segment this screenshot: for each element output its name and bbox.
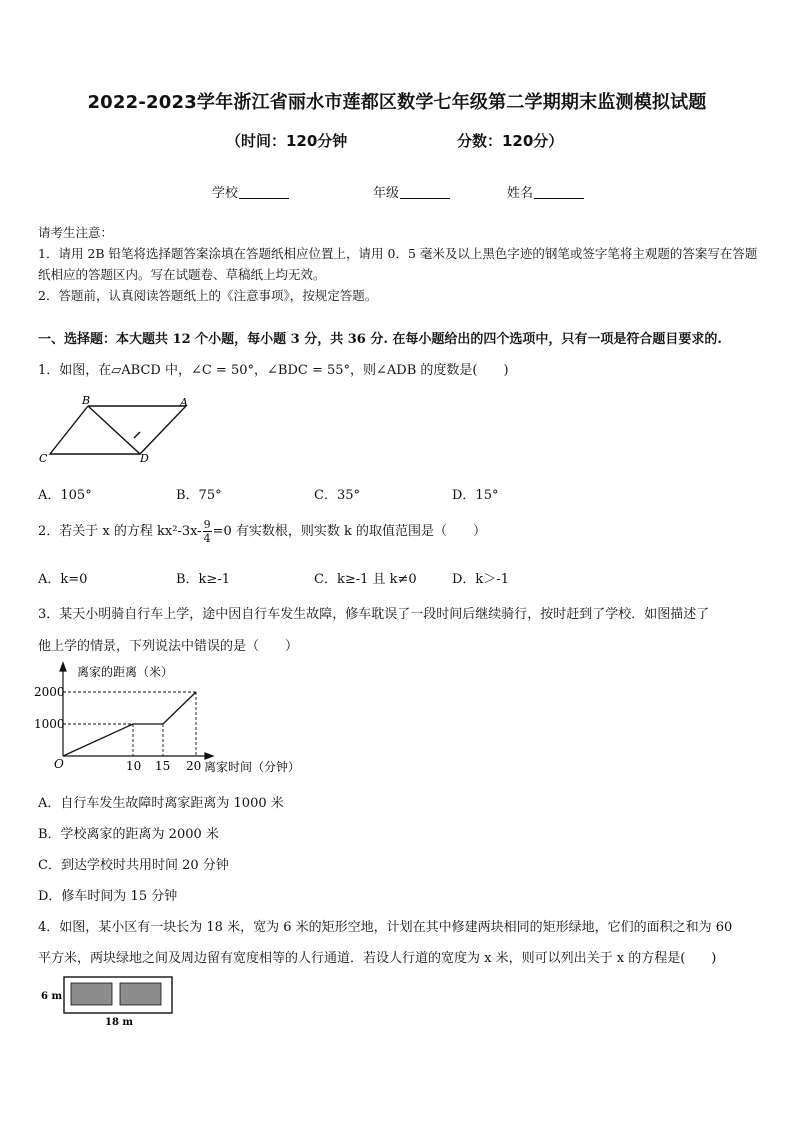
- q1-parallelogram-figure: [36, 394, 196, 466]
- q4-rectangle-figure: [38, 975, 178, 1029]
- y-axis-arrow: [60, 663, 66, 671]
- notice-item-2: 2．答题前，认真阅读答题纸上的《注意事项》，按规定答题。: [38, 288, 378, 303]
- grade-field: 年级: [373, 182, 450, 201]
- q2-stem: 2．若关于 x 的方程 kx²-3x- $\frac{9}{4}$ =0 有实数根，则实数 k 的取值范围是（ ）: [38, 518, 487, 545]
- q2-option-c[interactable]: C．k≥-1 且 k≠0: [314, 572, 417, 587]
- page-title: 2022-2023学年浙江省丽水市莲都区数学七年级第二学期期末监测模拟试题: [87, 92, 707, 113]
- ytick-1000: 1000: [34, 717, 65, 731]
- q3-option-c[interactable]: C．到达学校时共用时间 20 分钟: [38, 858, 229, 873]
- q1-option-d[interactable]: D．15°: [452, 488, 499, 503]
- q3-stem-line2: 他上学的情景，下列说法中错误的是（ ）: [38, 639, 299, 654]
- fraction-9-4: $\frac{9}{4}$: [203, 518, 211, 545]
- q4-stem-line2: 平方米，两块绿地之间及周边留有宽度相等的人行通道．若设人行道的宽度为 x 米，则可以列出关于 x 的方程是( ): [38, 951, 717, 966]
- label-a: A: [180, 396, 188, 409]
- x-axis-label: 离家时间（分钟）: [204, 760, 301, 774]
- q3-option-b[interactable]: B．学校离家的距离为 2000 米: [38, 827, 219, 842]
- q1-option-a[interactable]: A．105°: [38, 488, 92, 503]
- y-axis-label: 离家的距离（米）: [77, 665, 174, 679]
- origin-label: O: [54, 757, 64, 771]
- q1-stem: 1．如图，在▱ABCD 中，∠C = 50°，∠BDC = 55°，则∠ADB 的度数是( ): [38, 363, 509, 378]
- q3-option-a[interactable]: A．自行车发生故障时离家距离为 1000 米: [38, 796, 284, 811]
- q3-option-d[interactable]: D．修车时间为 15 分钟: [38, 889, 178, 904]
- q3-distance-time-graph: [34, 660, 324, 776]
- label-d: D: [140, 452, 149, 465]
- label-c: C: [39, 452, 48, 465]
- score-label: 分数：120分）: [457, 132, 564, 150]
- green-plot-right: [120, 983, 161, 1005]
- xtick-20: 20: [186, 759, 202, 773]
- notice-heading: 请考生注意：: [38, 225, 114, 240]
- school-blank[interactable]: [239, 186, 289, 199]
- width-label: 6 m: [41, 991, 63, 1002]
- xtick-15: 15: [155, 759, 171, 773]
- length-label: 18 m: [105, 1017, 133, 1028]
- q3-stem-line1: 3．某天小明骑自行车上学，途中因自行车发生故障，修车耽误了一段时间后继续骑行，按时赶到了学校．如图描述了: [38, 607, 710, 622]
- q1-option-b[interactable]: B．75°: [176, 488, 222, 503]
- parallelogram-edge: [50, 406, 186, 454]
- q1-option-c[interactable]: C．35°: [314, 488, 360, 503]
- notice-item-1: 1．请用 2B 铅笔将选择题答案涂填在答题纸相应位置上，请用 0．5 毫米及以上黑色字迹的钢笔或签字笔将主观题的答案写在答题纸相应的答题区内。写在试题卷、草稿纸上均无效。: [38, 246, 758, 282]
- ytick-2000: 2000: [34, 685, 65, 699]
- school-field: 学校: [212, 182, 289, 201]
- name-field: 姓名: [507, 182, 584, 201]
- time-label: （时间：120分钟: [226, 132, 348, 150]
- q2-option-a[interactable]: A．k=0: [38, 572, 88, 587]
- x-axis-arrow: [205, 753, 213, 759]
- name-blank[interactable]: [534, 186, 584, 199]
- xtick-10: 10: [126, 759, 142, 773]
- grade-blank[interactable]: [400, 186, 450, 199]
- green-plot-left: [71, 983, 112, 1005]
- diagonal-bd: [88, 406, 140, 454]
- q2-option-b[interactable]: B．k≥-1: [176, 572, 230, 587]
- q4-stem-line1: 4．如图，某小区有一块长为 18 米，宽为 6 米的矩形空地，计划在其中修建两块相同的矩形绿地，它们的面积之和为 60: [38, 920, 733, 935]
- label-b: B: [82, 394, 91, 407]
- tick-mark: [134, 432, 140, 438]
- q2-option-d[interactable]: D．k＞-1: [452, 572, 509, 587]
- section-heading: 一、选择题：本大题共 12 个小题，每小题 3 分，共 36 分. 在每小题给出的四个选项中，只有一项是符合题目要求的.: [38, 332, 722, 347]
